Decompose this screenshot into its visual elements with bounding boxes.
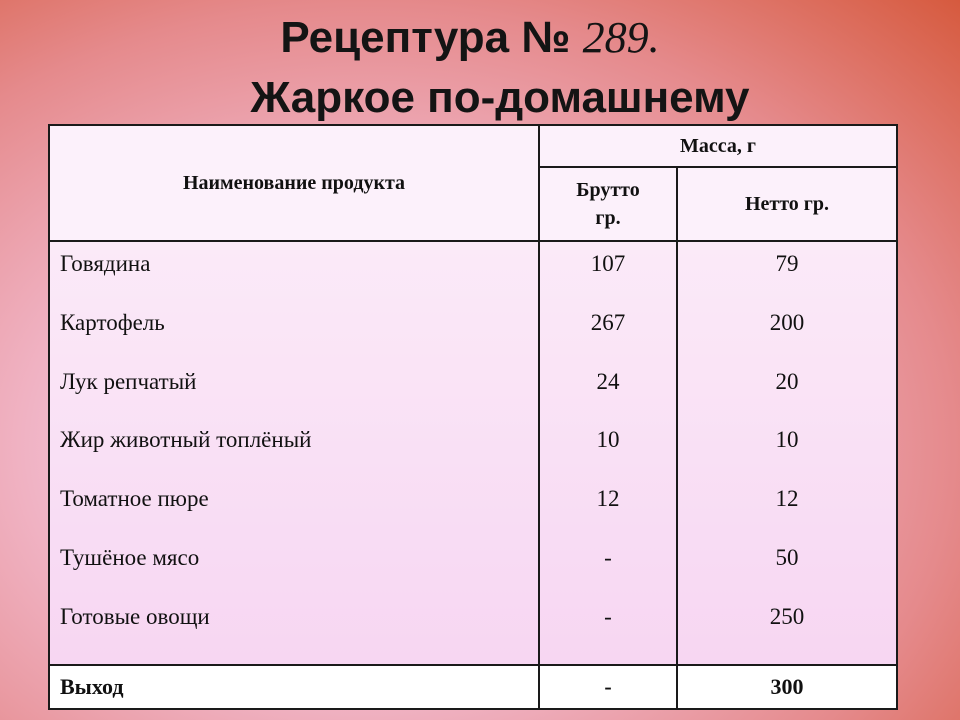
- netto-value: 200: [769, 309, 805, 335]
- header-netto-label: Нетто гр.: [744, 193, 830, 215]
- netto-value: 10: [775, 427, 799, 453]
- yield-label: Выход: [49, 665, 539, 709]
- recipe-number: 289.: [582, 13, 660, 62]
- header-product-name: Наименование продукта: [49, 125, 539, 241]
- brutto-value: 267: [590, 309, 626, 335]
- header-netto: [677, 167, 897, 241]
- product-names-cell: [49, 241, 539, 665]
- product-name: Лук репчатый: [60, 368, 197, 394]
- yield-brutto: -: [539, 665, 677, 709]
- product-name: Томатное пюре: [60, 486, 209, 512]
- product-name: Тушёное мясо: [60, 544, 200, 570]
- header-mass: Масса, г: [539, 125, 897, 167]
- yield-netto: 300: [677, 665, 897, 709]
- product-name: Картофель: [60, 309, 165, 335]
- product-name: Готовые овощи: [60, 603, 210, 629]
- brutto-value: 24: [596, 368, 620, 394]
- product-name-list: [50, 242, 538, 654]
- brutto-value: 107: [590, 251, 626, 276]
- netto-value-list: [678, 242, 896, 654]
- brutto-value-list: [540, 242, 676, 654]
- brutto-value: 10: [596, 427, 620, 453]
- netto-value: 50: [775, 544, 799, 570]
- product-name: Говядина: [60, 251, 151, 276]
- netto-values-cell: [677, 241, 897, 665]
- recipe-title-prefix: Рецептура №: [280, 13, 583, 62]
- netto-value: 250: [769, 603, 805, 629]
- recipe-dish-title: Жаркое по-домашнему: [250, 73, 750, 122]
- product-name: Жир животный топлёный: [60, 427, 312, 453]
- netto-value: 12: [775, 486, 799, 512]
- netto-value: 79: [775, 251, 799, 276]
- header-brutto-label: Брутто гр.: [576, 179, 640, 229]
- brutto-value: -: [604, 544, 612, 570]
- netto-value: 20: [775, 368, 799, 394]
- brutto-value: 12: [596, 486, 620, 512]
- brutto-value: -: [604, 603, 612, 629]
- brutto-values-cell: [539, 241, 677, 665]
- header-brutto: [539, 167, 677, 241]
- recipe-number-title: [0, 13, 950, 62]
- recipe-table: [48, 124, 898, 710]
